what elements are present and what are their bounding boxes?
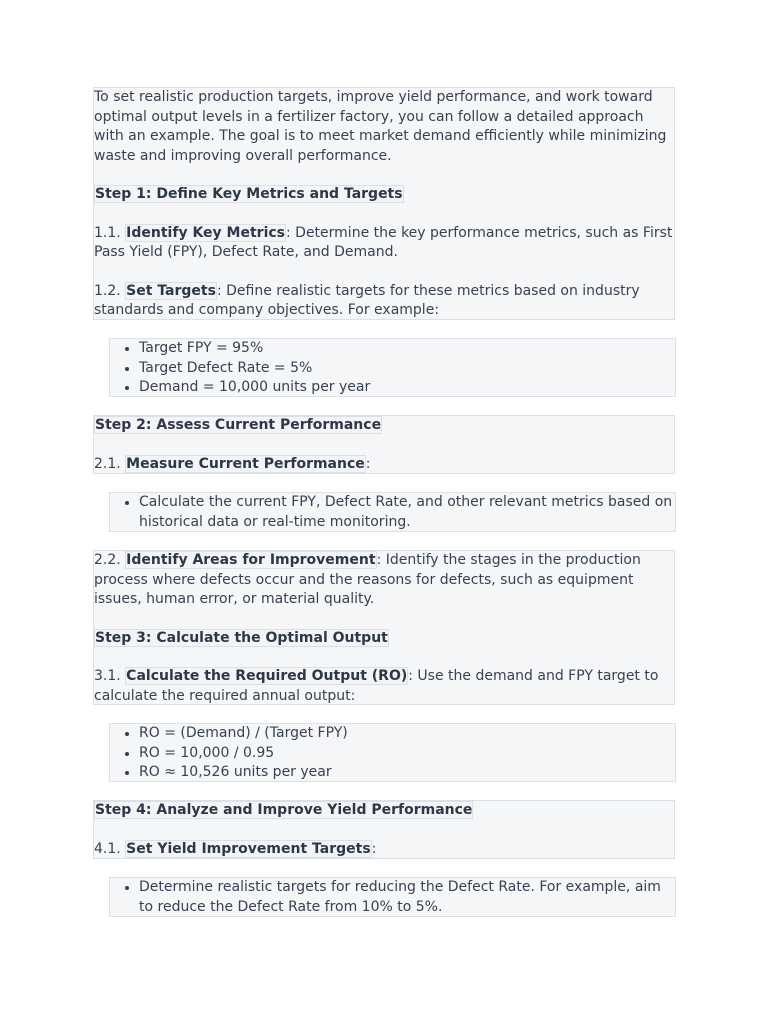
step4-bullet-list [109,877,676,917]
list-item: • RO = 10,000 / 0.95 [139,744,675,764]
item-3-1-text: : Use the demand and FPY target to calculate the required annual output: [94,668,659,704]
item-1-2 [94,282,674,321]
item-4-1-text: : [371,840,377,857]
step3-heading-line [94,629,674,649]
section-block-3 [93,550,675,705]
step2-bullet-list [109,492,676,532]
item-2-1 [94,455,674,475]
step4-heading-line [94,801,674,821]
item-1-1-label: Identify Key Metrics [126,224,285,241]
list-item: • Calculate the current FPY, Defect Rate, and other relevant metrics based on historical data or real-time monitoring. [139,493,675,532]
list-item: • Target Defect Rate = 5% [139,359,675,379]
intro-paragraph: To set realistic production targets, improve yield performance, and work toward optimal output levels in a fertilizer factory, you can follow a detailed approach with an example. The goal is to meet market demand efficiently while minimizing waste and improving overall performance. [94,89,667,164]
step1-bullet-list [109,338,676,397]
item-1-1-number: 1.1. [94,224,126,241]
item-1-1 [94,224,674,263]
item-4-1 [94,840,674,860]
list-item: • RO ≈ 10,526 units per year [139,763,675,783]
item-2-1-number: 2.1. [94,455,126,472]
step3-heading: Step 3: Calculate the Optimal Output [95,629,388,646]
item-2-2-text: : Identify the stages in the production process where defects occur and the reasons for defects, such as equipment issues, human error, or material quality. [94,552,641,607]
section-block-2 [93,415,675,474]
item-4-1-number: 4.1. [94,840,126,857]
item-2-2 [94,551,674,610]
item-2-1-text: : [365,455,371,472]
item-2-2-label: Identify Areas for Improvement [126,552,376,568]
list-item: • Demand = 10,000 units per year [139,378,675,398]
item-2-2-number: 2.2. [94,552,126,568]
list-item: • Determine realistic targets for reducing the Defect Rate. For example, aim to reduce the Defect Rate from 10% to 5%. [139,878,675,917]
step3-bullet-list [109,723,676,782]
section-block-1 [93,87,675,320]
item-4-1-label: Set Yield Improvement Targets [126,840,371,857]
item-1-2-number: 1.2. [94,282,126,299]
item-3-1-number: 3.1. [94,668,126,684]
step2-heading-line [94,416,674,436]
step4-heading: Step 4: Analyze and Improve Yield Performance [95,802,473,818]
item-3-1 [94,667,674,706]
item-2-1-label: Measure Current Performance [126,455,365,472]
step1-heading: Step 1: Define Key Metrics and Targets [95,186,403,202]
item-3-1-label: Calculate the Required Output (RO) [126,668,408,684]
item-1-2-label: Set Targets [126,282,216,299]
step1-heading-line [94,185,674,205]
step2-heading: Step 2: Assess Current Performance [95,417,382,433]
list-item: • RO = (Demand) / (Target FPY) [139,724,675,744]
list-item: • Target FPY = 95% [139,339,675,359]
section-block-4 [93,800,675,859]
item-1-1-text: : Determine the key performance metrics, such as First Pass Yield (FPY), Defect Rate, and Demand. [94,224,673,260]
item-1-2-text: : Define realistic targets for these metrics based on industry standards and company objectives. For example: [94,282,640,318]
